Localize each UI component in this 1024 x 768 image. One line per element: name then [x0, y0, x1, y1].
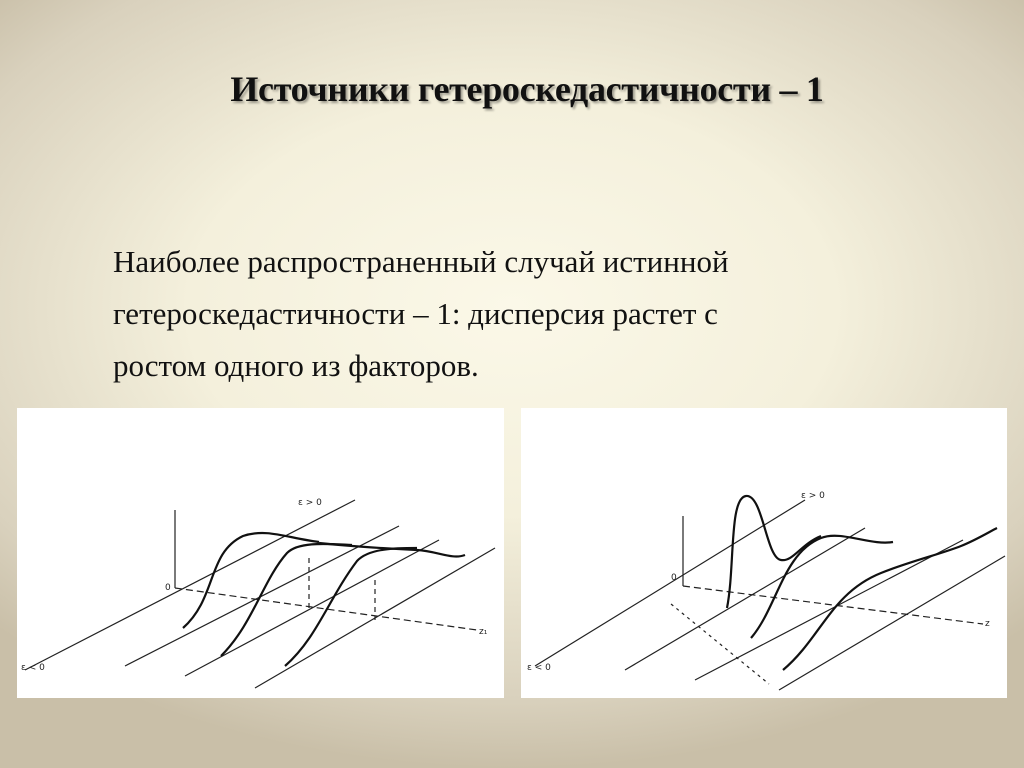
body-line-1: Наиболее распространенный случай истинной — [113, 244, 729, 279]
label-origin: 0 — [671, 573, 677, 583]
slide-body-text — [113, 236, 903, 392]
figure-left — [17, 408, 504, 698]
label-axis-z: z — [985, 619, 990, 629]
label-eps-positive: ε > 0 — [298, 498, 322, 508]
body-line-3: ростом одного из факторов. — [113, 348, 479, 383]
dotted-line — [671, 604, 769, 684]
density-curve — [285, 548, 417, 666]
body-line-2: гетероскедастичности – 1: дисперсия растет с — [113, 296, 718, 331]
density-curve — [783, 528, 997, 670]
slide-title: Источники гетероскедастичности – 1 — [230, 69, 824, 109]
density-curve — [727, 496, 821, 608]
density-tail — [319, 543, 465, 557]
figure-left-diagram — [17, 408, 504, 698]
label-origin: 0 — [165, 583, 171, 593]
guide-line — [625, 528, 865, 670]
figure-right-diagram — [521, 408, 1007, 698]
label-eps-negative: ε < 0 — [527, 663, 551, 673]
label-axis-z: z₁ — [479, 627, 488, 637]
label-eps-positive: ε > 0 — [801, 491, 825, 501]
guide-line — [695, 540, 963, 680]
figure-right — [521, 408, 1007, 698]
label-eps-negative: ε < 0 — [21, 663, 45, 673]
guide-line — [185, 540, 439, 676]
